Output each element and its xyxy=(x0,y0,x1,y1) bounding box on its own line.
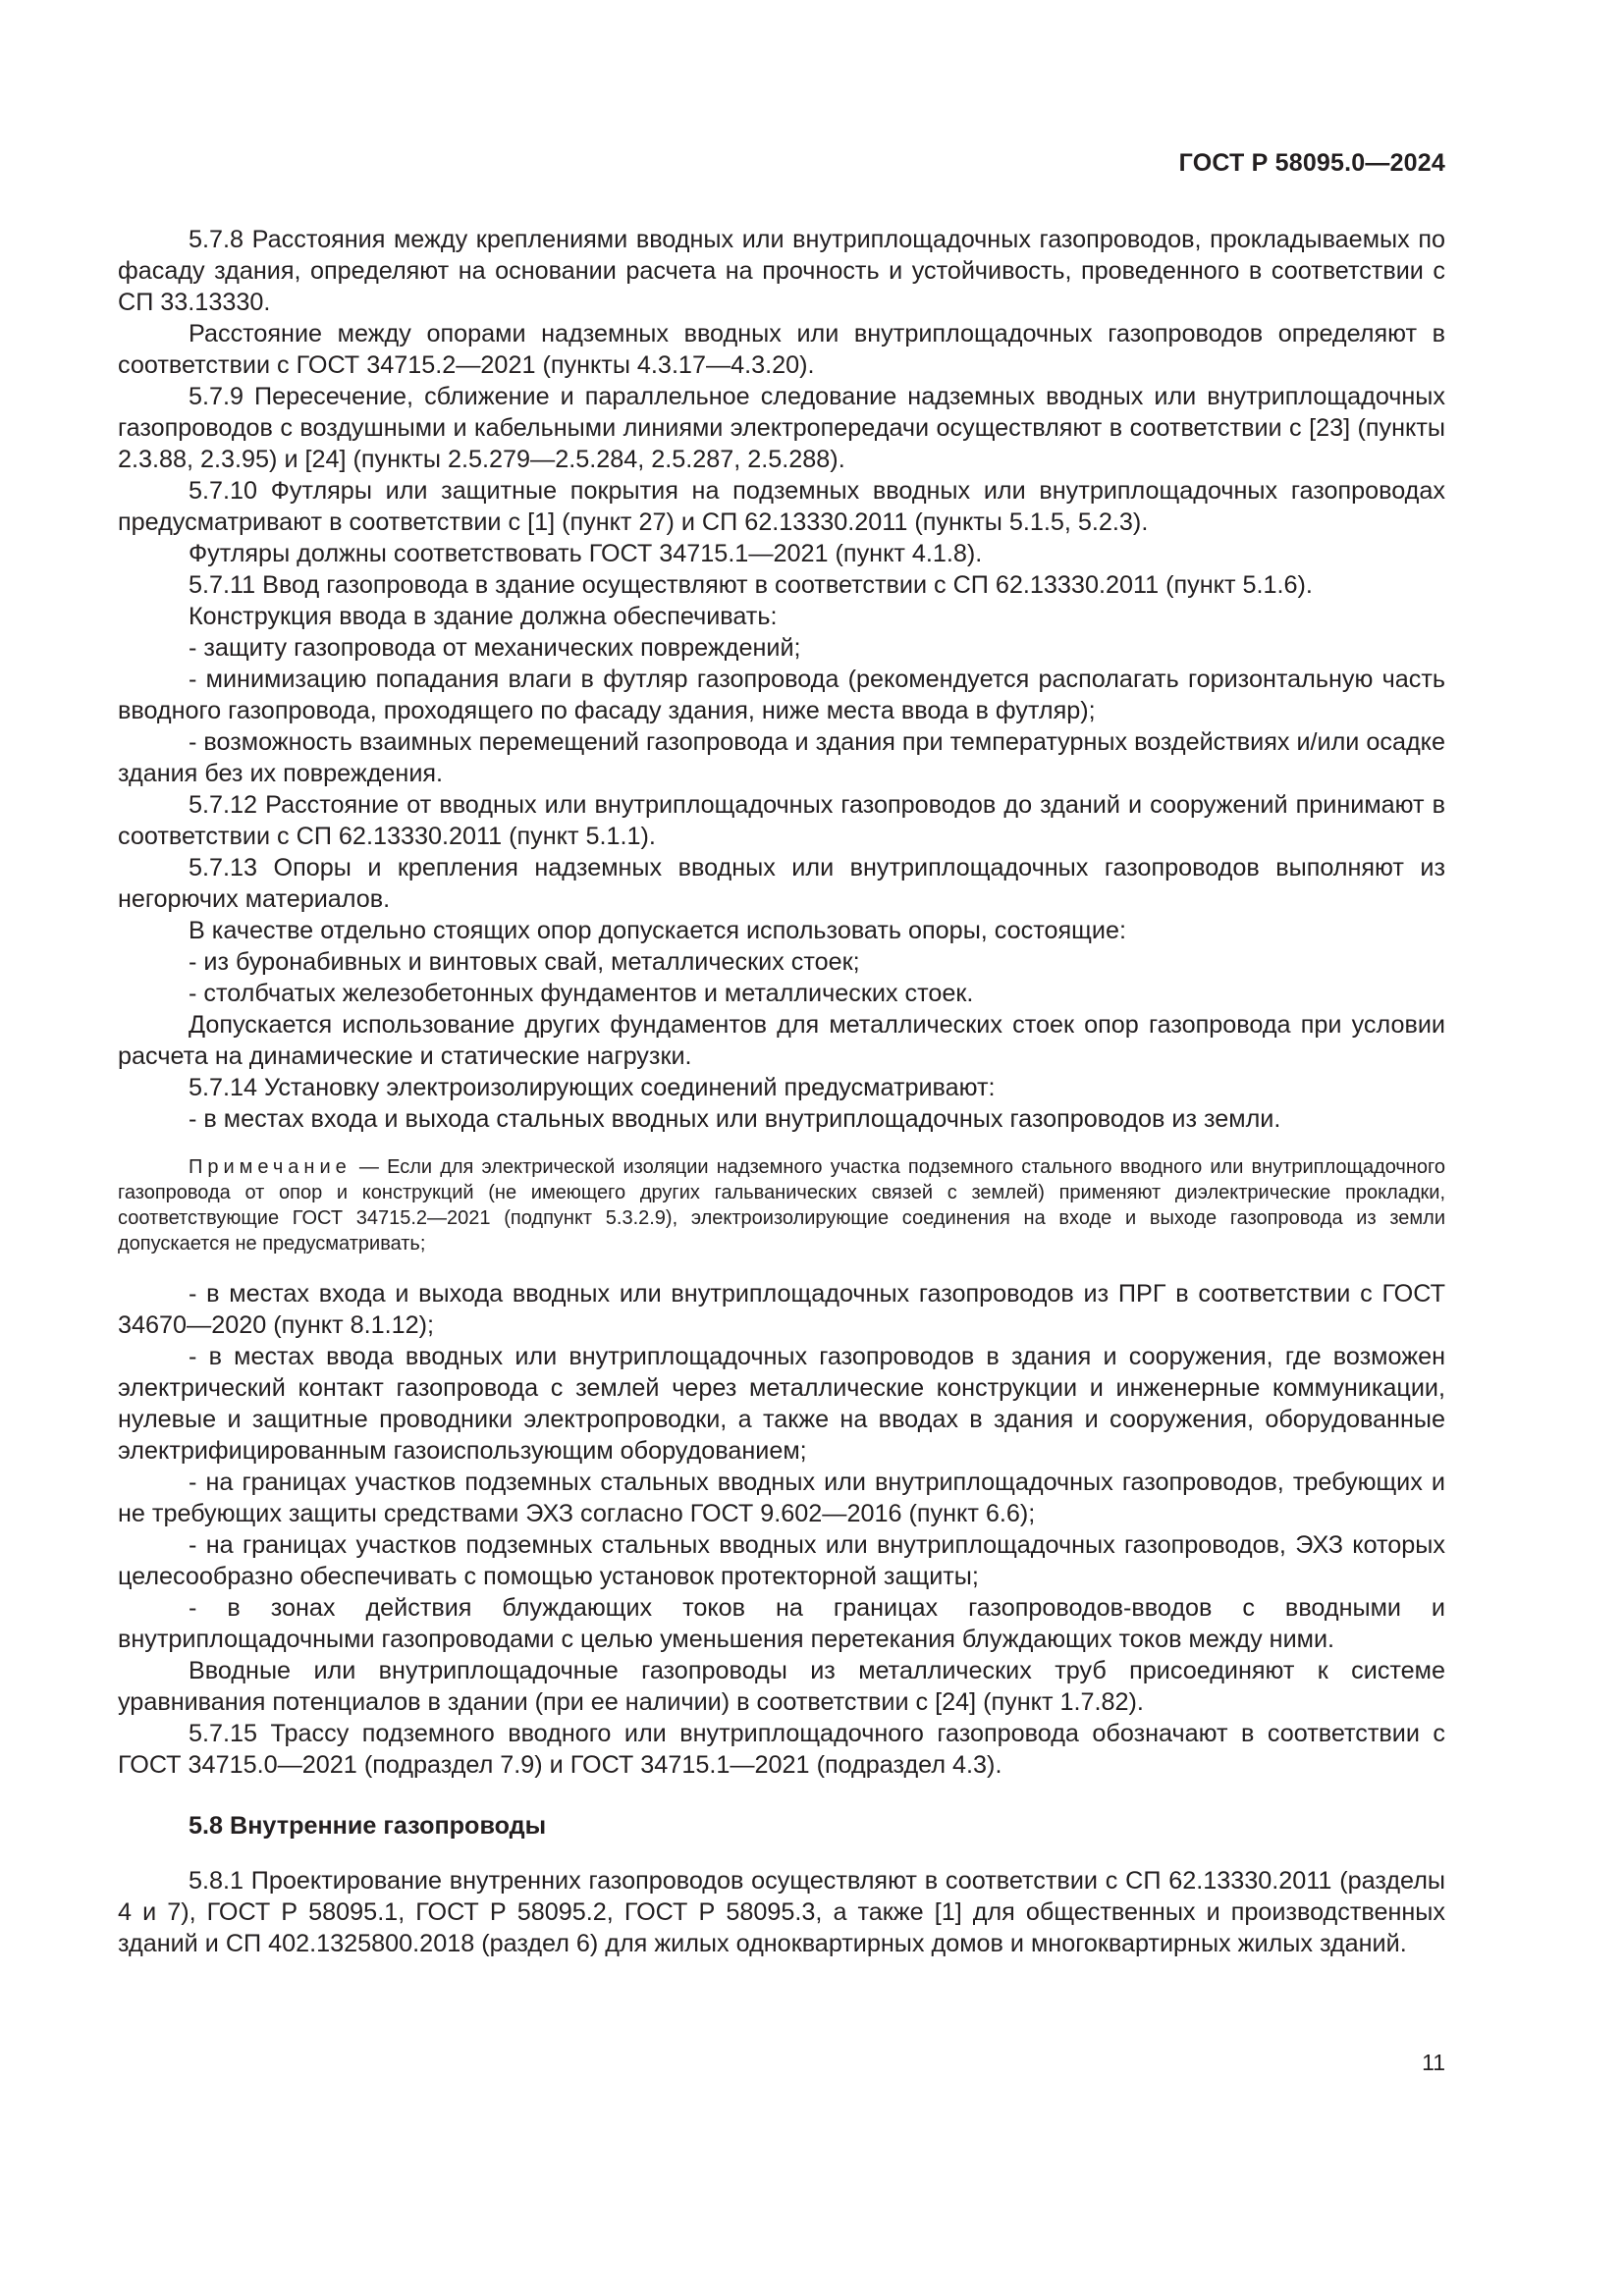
list-item: - защиту газопровода от механических повреждений; xyxy=(189,634,801,662)
note-text: — Если для электрической изоляции надземного участка подземного стального вводного или внутриплощадочного газопровода от опор и конструкций (не имеющего других гальванических связей с землей) применяют диэлектрические прокладки, соответствующие ГОСТ 34715.2—2021 (подпункт 5.3.2.9), электроизолирующие соединения на входе и выходе газопровода из земли допускается не предусматривать; xyxy=(118,1156,1445,1255)
list-item: - возможность взаимных перемещений газопровода и здания при температурных воздействиях и/или осадке здания без их повреждения. xyxy=(118,728,1445,787)
section-title: 5.8 Внутренние газопроводы xyxy=(189,1812,547,1840)
list-item: - в зонах действия блуждающих токов на границах газопроводов-вводов с вводными и внутриплощадочными газопроводами с целью уменьшения перетекания блуждающих токов между ними. xyxy=(118,1594,1445,1653)
paragraph-5-8-1: 5.8.1 Проектирование внутренних газопроводов осуществляют в соответствии с СП 62.13330.2011 (разделы 4 и 7), ГОСТ Р 58095.1, ГОСТ Р 58095.2, ГОСТ Р 58095.3, а также [1] для общественных и производственных зданий и СП 402.1325800.2018 (раздел 6) для жилых одноквартирных домов и многоквартирных жилых зданий. xyxy=(118,1867,1445,1957)
list-item: - на границах участков подземных стальных вводных или внутриплощадочных газопроводов, ЭХЗ которых целесообразно обеспечивать с помощью установок протекторной защиты; xyxy=(118,1531,1445,1590)
note-label: Примечание xyxy=(189,1156,352,1178)
paragraph-5-7-15: 5.7.15 Трассу подземного вводного или внутриплощадочного газопровода обозначают в соответствии с ГОСТ 34715.0—2021 (подраздел 7.9) и ГОСТ 34715.1—2021 (подраздел 4.3). xyxy=(118,1720,1445,1779)
list-item: - в местах входа и выхода стальных вводных или внутриплощадочных газопроводов из земли. xyxy=(189,1105,1281,1133)
paragraph: Допускается использование других фундаментов для металлических стоек опор газопровода при условии расчета на динамические и статические нагрузки. xyxy=(118,1011,1445,1070)
document-code-header: ГОСТ Р 58095.0—2024 xyxy=(1178,149,1445,177)
paragraph-5-7-10: 5.7.10 Футляры или защитные покрытия на подземных вводных или внутриплощадочных газопроводах предусматривают в соответствии с [1] (пункт 27) и СП 62.13330.2011 (пункты 5.1.5, 5.2.3). xyxy=(118,477,1445,536)
paragraph-5-7-13: 5.7.13 Опоры и крепления надземных вводных или внутриплощадочных газопроводов выполняют из негорючих материалов. xyxy=(118,854,1445,913)
note xyxy=(118,1154,1445,1256)
list-item: - из буронабивных и винтовых свай, металлических стоек; xyxy=(189,948,860,976)
paragraph-5-7-11: 5.7.11 Ввод газопровода в здание осуществляют в соответствии с СП 62.13330.2011 (пункт 5.1.6). xyxy=(189,571,1313,599)
paragraph-5-7-9: 5.7.9 Пересечение, сближение и параллельное следование надземных вводных или внутриплощадочных газопроводов с воздушными и кабельными линиями электропередачи осуществляют в соответствии с [23] (пункты 2.3.88, 2.3.95) и [24] (пункты 2.5.279—2.5.284, 2.5.287, 2.5.288). xyxy=(118,383,1445,473)
document-body xyxy=(118,224,1445,1959)
paragraph: Вводные или внутриплощадочные газопроводы из металлических труб присоединяют к системе уравнивания потенциалов в здании (при ее наличии) в соответствии с [24] (пункт 1.7.82). xyxy=(118,1657,1445,1716)
paragraph: В качестве отдельно стоящих опор допускается использовать опоры, состоящие: xyxy=(189,917,1126,944)
paragraph-5-7-8: 5.7.8 Расстояния между креплениями вводных или внутриплощадочных газопроводов, прокладываемых по фасаду здания, определяют на основании расчета на прочность и устойчивость, проведенного в соответствии с СП 33.13330. xyxy=(118,226,1445,316)
list-item: - столбчатых железобетонных фундаментов и металлических стоек. xyxy=(189,980,974,1007)
list-item: - в местах входа и выхода вводных или внутриплощадочных газопроводов из ПРГ в соответствии с ГОСТ 34670—2020 (пункт 8.1.12); xyxy=(118,1280,1445,1339)
paragraph-5-7-12: 5.7.12 Расстояние от вводных или внутриплощадочных газопроводов до зданий и сооружений принимают в соответствии с СП 62.13330.2011 (пункт 5.1.1). xyxy=(118,791,1445,850)
page-number: 11 xyxy=(1422,2050,1445,2075)
paragraph: Футляры должны соответствовать ГОСТ 34715.1—2021 (пункт 4.1.8). xyxy=(189,540,983,567)
list-item: - в местах ввода вводных или внутриплощадочных газопроводов в здания и сооружения, где возможен электрический контакт газопровода с землей через металлические конструкции и инженерные коммуникации, нулевые и защитные проводники электропроводки, а также на вводах в здания и сооружения, оборудованные электрифицированным газоиспользующим оборудованием; xyxy=(118,1343,1445,1465)
paragraph-5-7-14: 5.7.14 Установку электроизолирующих соединений предусматривают: xyxy=(189,1074,996,1101)
list-item: - минимизацию попадания влаги в футляр газопровода (рекомендуется располагать горизонтальную часть вводного газопровода, проходящего по фасаду здания, ниже места ввода в футляр); xyxy=(118,666,1445,724)
list-item: - на границах участков подземных стальных вводных или внутриплощадочных газопроводов, требующих и не требующих защиты средствами ЭХЗ согласно ГОСТ 9.602—2016 (пункт 6.6); xyxy=(118,1468,1445,1527)
paragraph: Конструкция ввода в здание должна обеспечивать: xyxy=(189,603,778,630)
paragraph: Расстояние между опорами надземных вводных или внутриплощадочных газопроводов определяют в соответствии с ГОСТ 34715.2—2021 (пункты 4.3.17—4.3.20). xyxy=(118,320,1445,379)
